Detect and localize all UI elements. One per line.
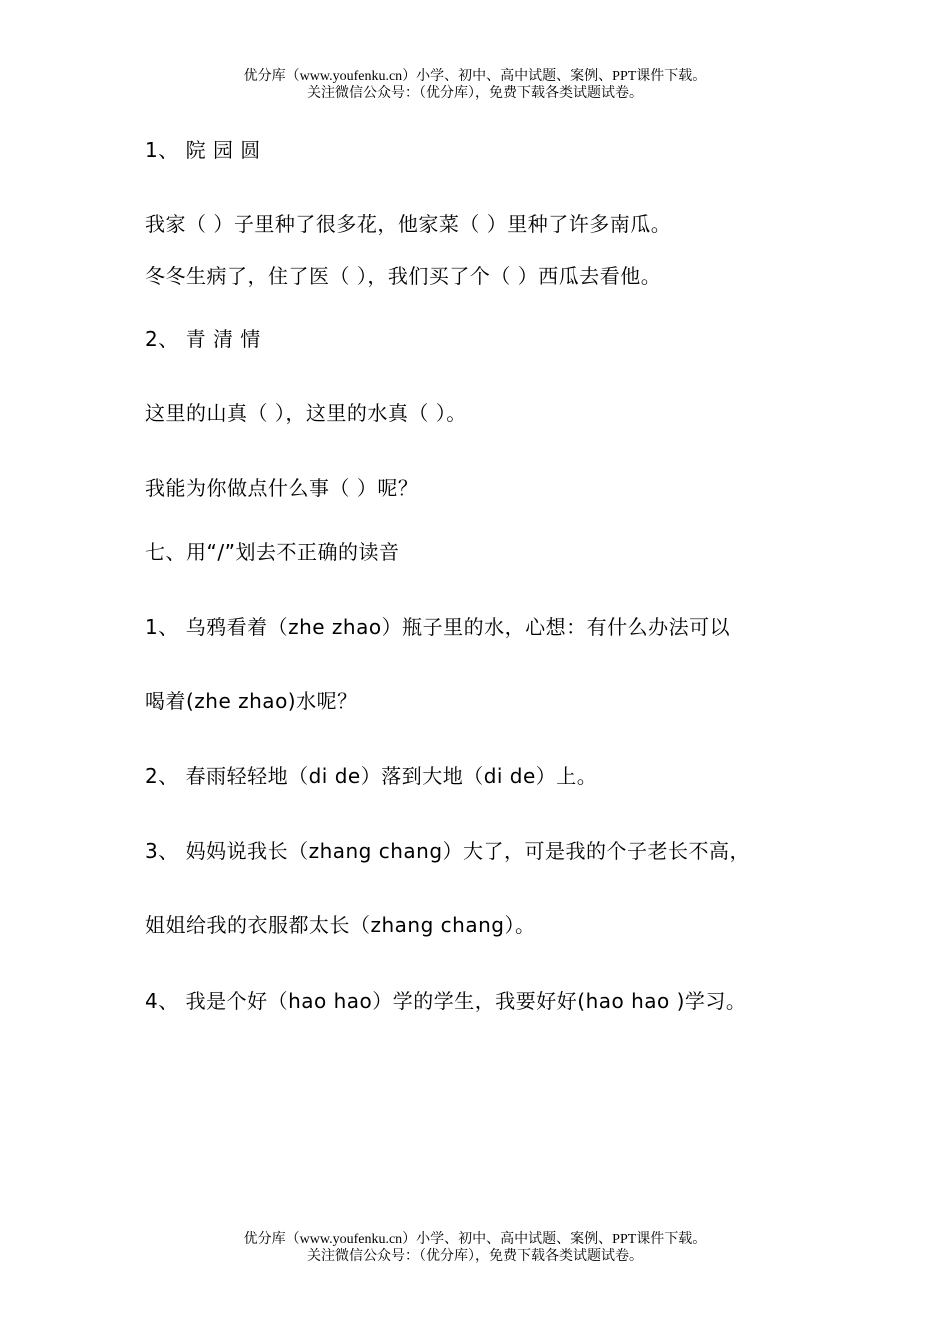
pronunciation-item-3-line-1: 3、 妈妈说我长（zhang chang）大了，可是我的个子老长不高， [145, 839, 751, 863]
question-1-sentence-1: 我家（ ）子里种了很多花，他家菜（ ）里种了许多南瓜。 [145, 212, 672, 236]
footer-line-1: 优分库（www.youfenku.cn）小学、初中、高中试题、案例、PPT课件下载。 [243, 1232, 707, 1247]
section-7-title: 七、用“/”划去不正确的读音 [145, 540, 400, 564]
header-line-1: 优分库（www.youfenku.cn）小学、初中、高中试题、案例、PPT课件下载。 [243, 69, 707, 84]
question-1-heading: 1、 院 园 圆 [145, 138, 261, 162]
question-2-heading: 2、 青 清 情 [145, 327, 261, 351]
pronunciation-item-4: 4、 我是个好（hao hao）学的学生，我要好好(hao hao )学习。 [145, 989, 747, 1013]
footer-line-2: 关注微信公众号：（优分库），免费下载各类试题试卷。 [307, 1249, 643, 1264]
pronunciation-item-3-line-2: 姐姐给我的衣服都太长（zhang chang）。 [145, 913, 536, 937]
pronunciation-item-1-line-1: 1、 乌鸦看着（zhe zhao）瓶子里的水，心想：有什么办法可以 [145, 615, 731, 639]
page-footer [0, 1231, 950, 1265]
question-2-sentence-2: 我能为你做点什么事（ ）呢？ [145, 476, 419, 500]
pronunciation-item-1-line-2: 喝着(zhe zhao)水呢？ [145, 689, 358, 713]
question-2-sentence-1: 这里的山真（ ），这里的水真（ ）。 [145, 401, 467, 425]
pronunciation-item-2: 2、 春雨轻轻地（di de）落到大地（di de）上。 [145, 764, 598, 788]
header-line-2: 关注微信公众号：（优分库），免费下载各类试题试卷。 [307, 86, 643, 101]
question-1-sentence-2: 冬冬生病了，住了医（ ），我们买了个（ ）西瓜去看他。 [145, 264, 662, 288]
page-header [0, 68, 950, 102]
